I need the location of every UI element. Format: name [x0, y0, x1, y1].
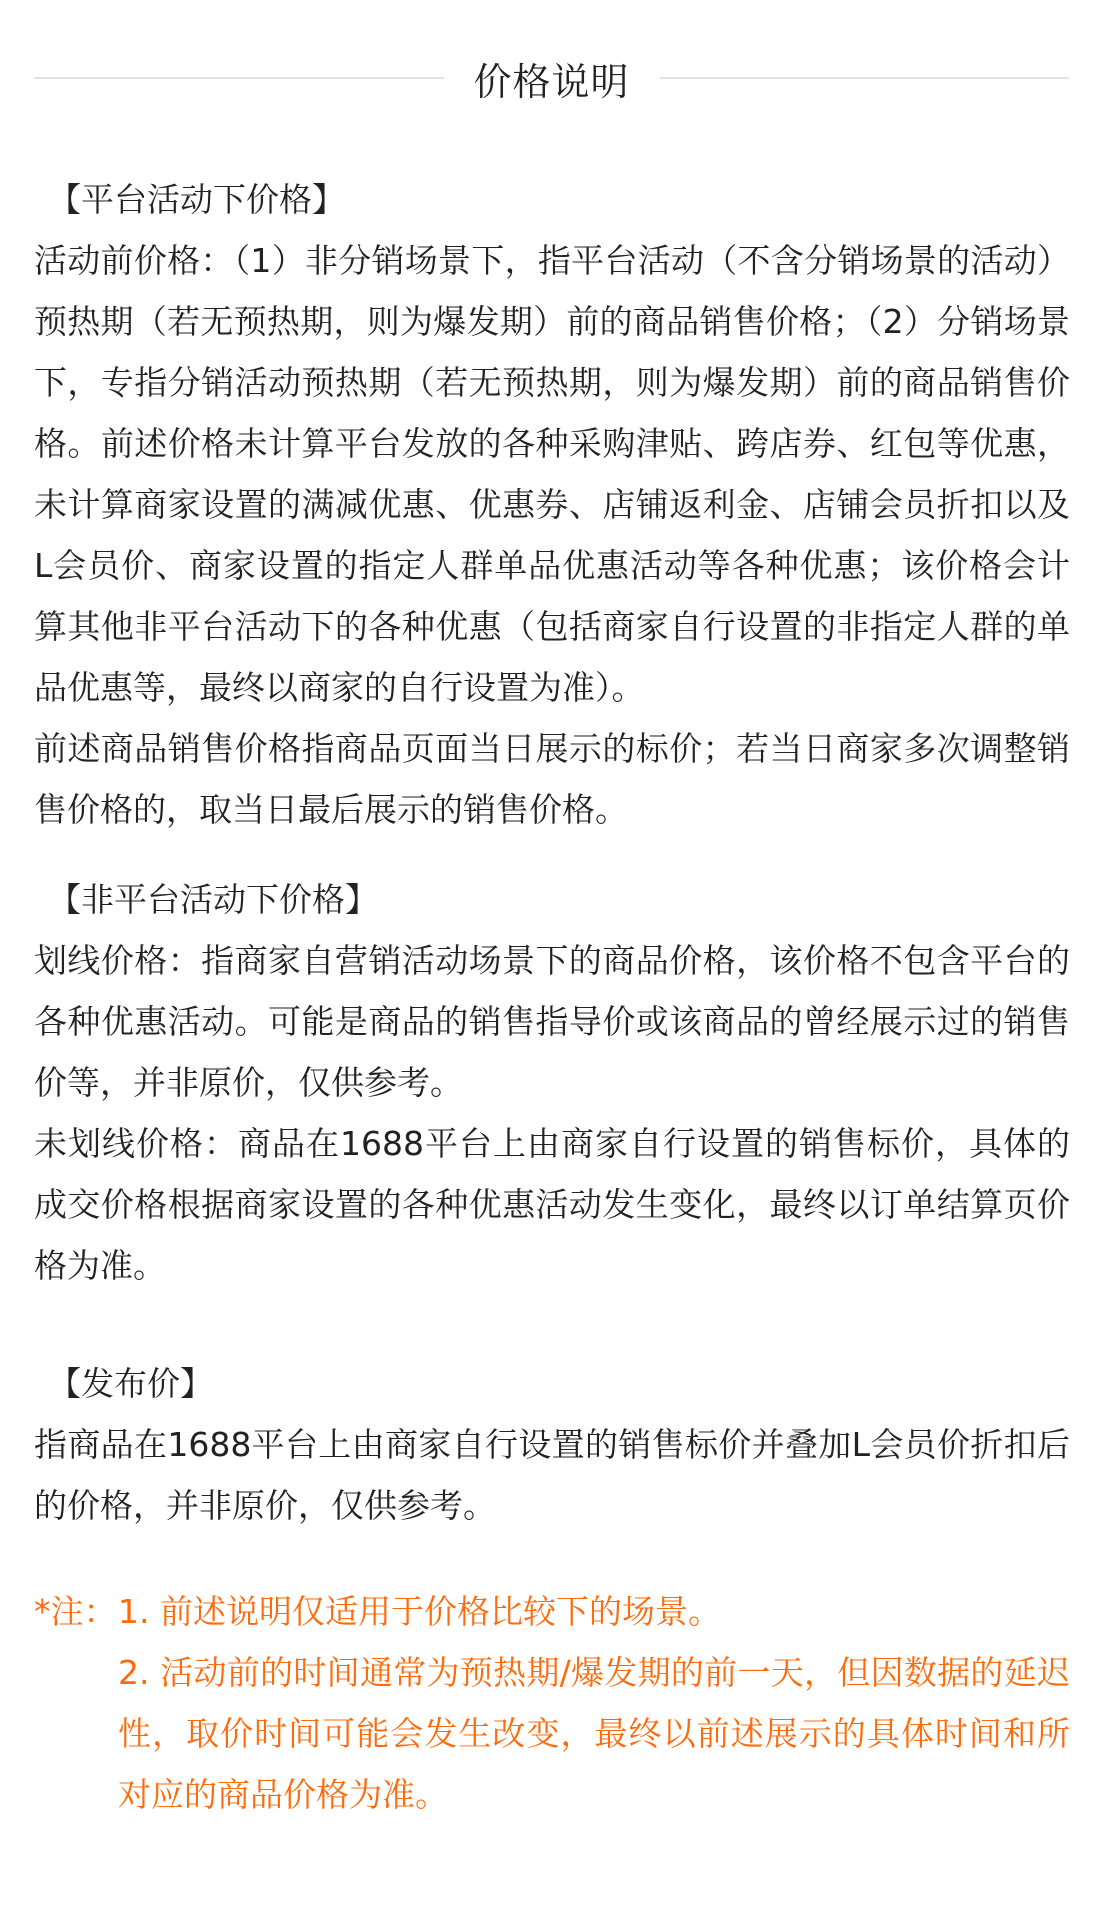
note-item-2-text: 2. 活动前的时间通常为预热期/爆发期的前一天，但因数据的延迟性，取价时间可能会发生改变，最终以前述展示的具体时间和所对应的商品价格为准。 — [118, 1653, 1070, 1814]
platform-sale-price-definition-text: 前述商品销售价格指商品页面当日展示的标价；若当日商家多次调整销售价格的，取当日最后展示的销售价格。 — [34, 729, 1070, 829]
page-title: 价格说明 — [473, 59, 630, 104]
header-left-divider — [34, 77, 444, 79]
note-prefix: *注： — [34, 1592, 117, 1631]
note-item-2 — [34, 1642, 1070, 1825]
non-platform-section-heading: 【非平台活动下价格】 — [48, 880, 378, 919]
release-price-section-heading: 【发布价】 — [48, 1364, 213, 1403]
platform-section-heading: 【平台活动下价格】 — [48, 180, 345, 219]
note-item-1 — [34, 1581, 1070, 1642]
note-block — [34, 1581, 1070, 1825]
explanation-content — [34, 170, 1070, 1825]
page-header — [34, 48, 1069, 108]
release-price-text: 指商品在1688平台上由商家自行设置的销售标价并叠加L会员价折扣后的价格，并非原价，仅供参考。 — [34, 1425, 1070, 1525]
strikethrough-price-text: 划线价格：指商家自营销活动场景下的商品价格，该价格不包含平台的各种优惠活动。可能是商品的销售指导价或该商品的曾经展示过的销售价等，并非原价，仅供参考。 — [34, 941, 1070, 1102]
platform-pre-activity-price-text: 活动前价格：（1）非分销场景下，指平台活动（不含分销场景的活动）预热期（若无预热期，则为爆发期）前的商品销售价格；（2）分销场景下，专指分销活动预热期（若无预热期，则为爆发期）前的商品销售价格。前述价格未计算平台发放的各种采购津贴、跨店券、红包等优惠，未计算商家设置的满减优惠、优惠券、店铺返利金、店铺会员折扣以及L会员价、商家设置的指定人群单品优惠活动等各种优惠；该价格会计算其他非平台活动下的各种优惠（包括商家自行设置的非指定人群的单品优惠等，最终以商家的自行设置为准）。 — [34, 241, 1070, 707]
note-item-1-text: 1. 前述说明仅适用于价格比较下的场景。 — [118, 1592, 721, 1631]
non-strikethrough-price-text: 未划线价格：商品在1688平台上由商家自行设置的销售标价，具体的成交价格根据商家设置的各种优惠活动发生变化，最终以订单结算页价格为准。 — [34, 1124, 1070, 1285]
header-right-divider — [660, 77, 1070, 79]
